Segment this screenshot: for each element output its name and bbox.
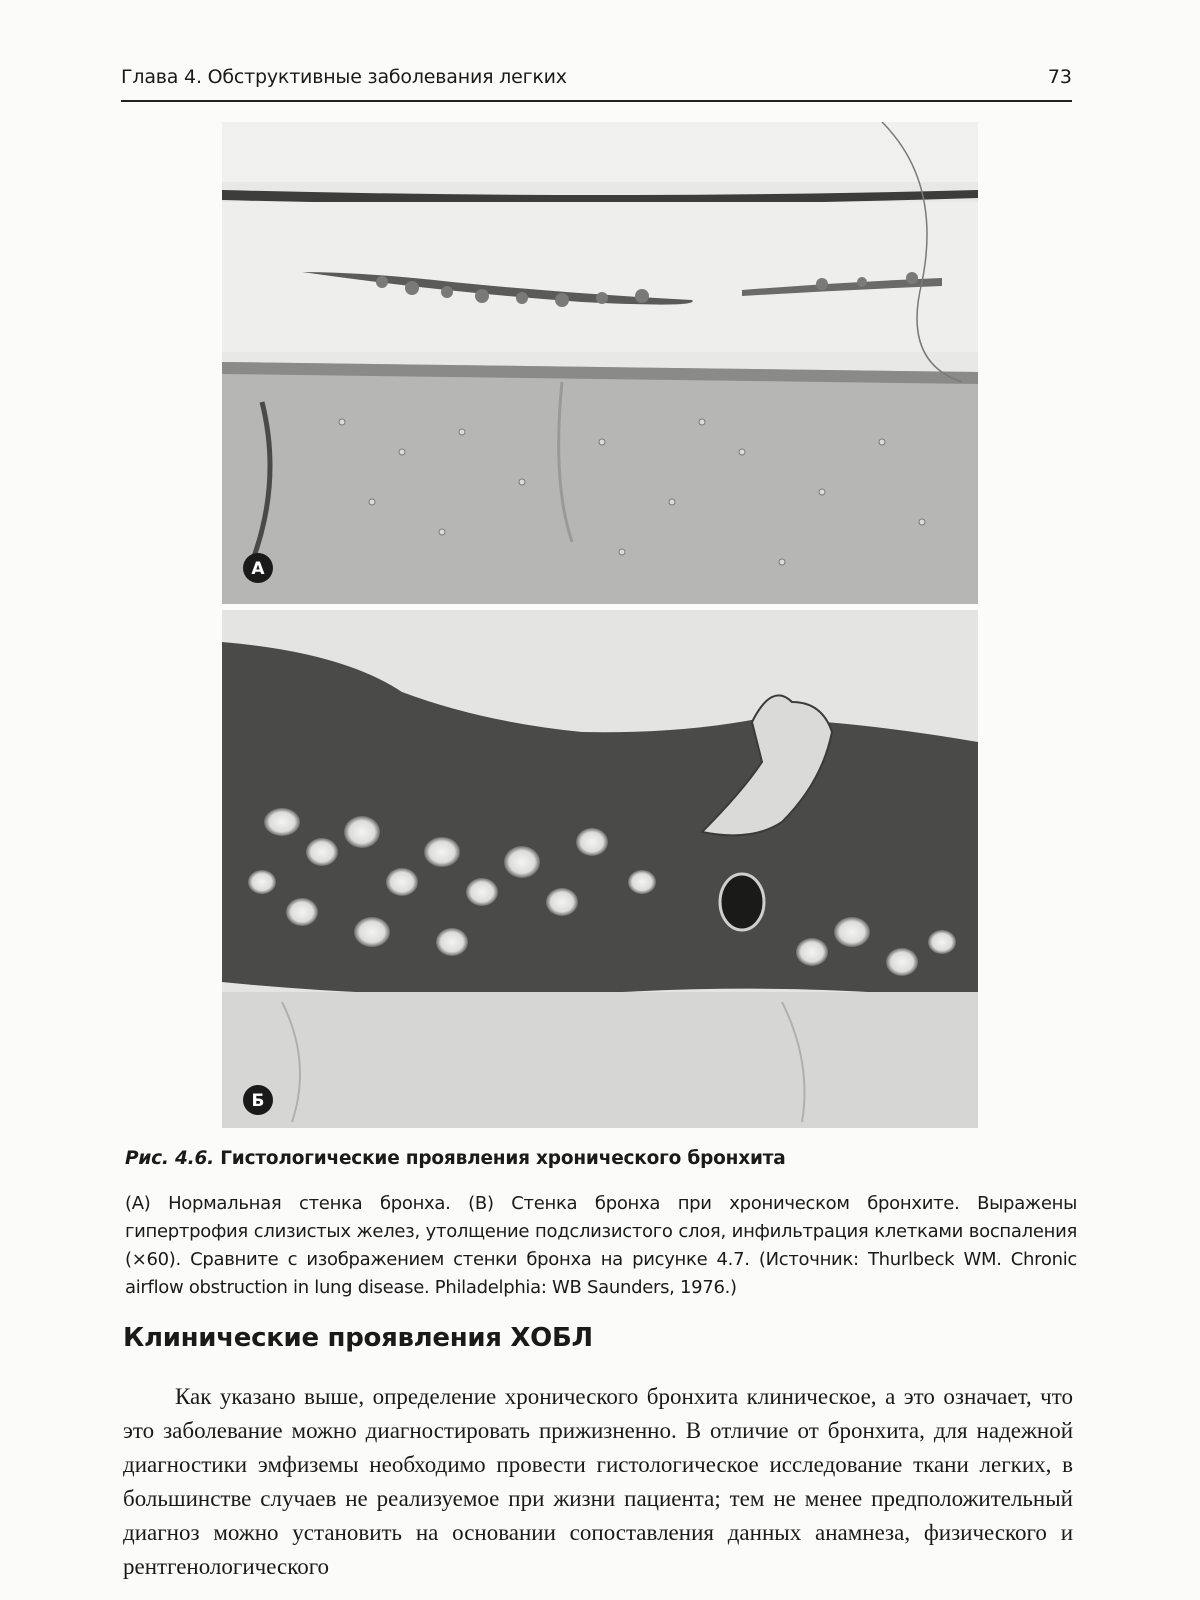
figure-title: Гистологические проявления хронического бронхита xyxy=(220,1148,786,1169)
histology-micrographs xyxy=(222,122,978,1128)
figure-caption-title xyxy=(125,1148,1070,1169)
figure-caption-text: (А) Нормальная стенка бронха. (В) Стенка бронха при хроническом бронхите. Выражены гипертрофия слизистых желез, утолщение подслизистого слоя, инфильтрация клетками воспаления (×60). Сравните с изображением стенки бронха на рисунке 4.7. (Источник: Thurlbeck WM. Chronic airflow obstruction in lung disease. Philadelphia: WB Saunders, 1976.) xyxy=(125,1193,1077,1298)
histology-figure xyxy=(222,122,978,1128)
panel-b-label: Б xyxy=(251,1091,265,1111)
chapter-title: Глава 4. Обструктивные заболевания легких xyxy=(121,66,567,88)
panel-b-badge xyxy=(243,1085,273,1115)
figure-label: Рис. 4.6. xyxy=(125,1148,214,1169)
body-text xyxy=(123,1380,1073,1584)
page-number: 73 xyxy=(1047,66,1072,88)
panel-a-image xyxy=(222,122,978,604)
section-heading: Клинические проявления ХОБЛ xyxy=(123,1323,593,1353)
panel-a-label: А xyxy=(251,559,265,579)
panel-a-badge xyxy=(243,553,273,583)
panel-b-image xyxy=(222,610,978,1128)
paragraph: Как указано выше, определение хронического бронхита клиническое, а это означает, что это заболевание можно диагностировать прижизненно. В отличие от бронхита, для надежной диагностики эмфиземы необходимо провести гистологическое исследование ткани легких, в большинстве случаев не реализуемое при жизни пациента; тем не менее предположительный диагноз можно установить на основании сопоставления данных анамнеза, физического и рентгенологического xyxy=(123,1384,1073,1579)
running-header xyxy=(121,62,1072,102)
